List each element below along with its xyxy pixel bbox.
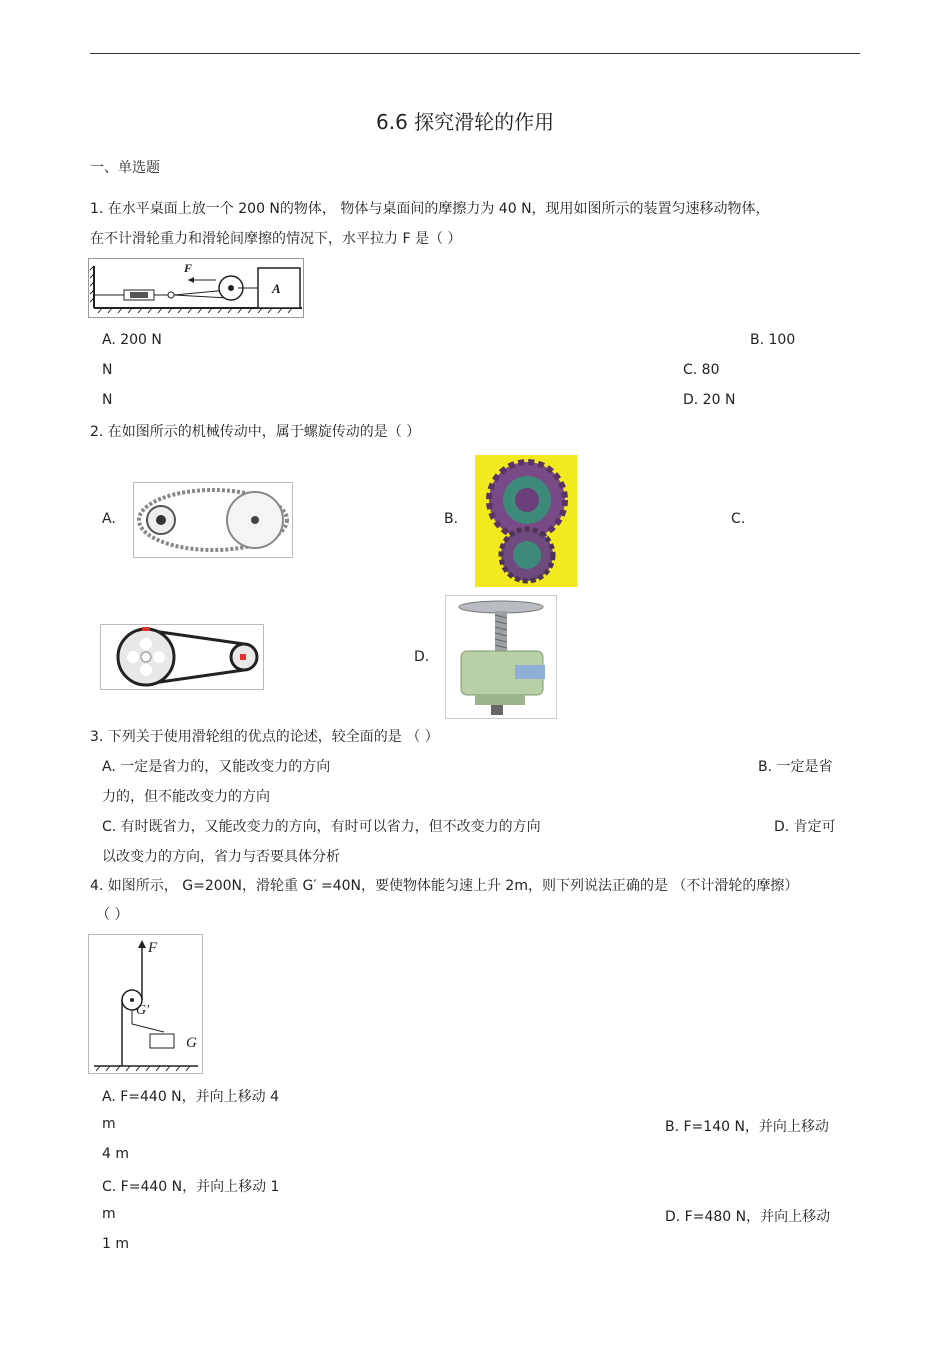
q2-label-b: B.	[444, 511, 459, 527]
q4-fig-label-f: F	[148, 940, 158, 956]
q2-label-a: A.	[102, 511, 116, 527]
q4-option-d: D. F=480 N，并向上移动	[665, 1209, 831, 1225]
q1-stem-line2: 在不计滑轮重力和滑轮间摩擦的情况下，水平拉力 F 是（ ）	[90, 231, 462, 247]
q2-label-d: D.	[414, 649, 430, 665]
q1-figure	[88, 258, 304, 318]
q2-label-c: C.	[731, 511, 746, 527]
q4-option-c: C. F=440 N，并向上移动 1	[102, 1179, 280, 1195]
q3-option-c: C. 有时既省力，又能改变力的方向，有时可以省力，但不改变力的方向	[102, 819, 541, 835]
q1-stem-line1: 1. 在水平桌面上放一个 200 N的物体， 物体与桌面间的摩擦力为 40 N，现用如图所示的装置匀速移动物体，	[90, 201, 770, 217]
q4-figure	[88, 934, 203, 1074]
q1-option-b: B. 100	[750, 332, 796, 348]
q1-fig-label-A: A	[272, 281, 281, 296]
q4-option-a: A. F=440 N，并向上移动 4	[102, 1089, 280, 1105]
q2-image-belt-drive	[100, 624, 264, 690]
q2-image-gears	[475, 455, 577, 587]
header-rule	[90, 53, 860, 54]
q4-fig-label-gprime: G′	[136, 1003, 150, 1018]
q1-option-b-unit: N	[102, 362, 113, 378]
q4-option-b: B. F=140 N，并向上移动	[665, 1119, 829, 1135]
section-heading: 一、单选题	[90, 160, 160, 176]
q3-option-b: B. 一定是省	[758, 759, 833, 775]
q4-option-a-unit: m	[102, 1116, 116, 1132]
q2-image-chain-drive	[133, 482, 293, 558]
q4-option-d-unit: 1 m	[102, 1236, 129, 1252]
q1-option-c-unit: N	[102, 392, 113, 408]
q4-option-b-unit: 4 m	[102, 1146, 129, 1162]
q1-option-a: A. 200 N	[102, 332, 162, 348]
q2-stem: 2. 在如图所示的机械传动中，属于螺旋传动的是（ ）	[90, 424, 421, 440]
q3-stem: 3. 下列关于使用滑轮组的优点的论述，较全面的是 （ ）	[90, 729, 439, 745]
q3-option-b-cont: 力的，但不能改变力的方向	[102, 789, 270, 805]
q3-option-a: A. 一定是省力的，又能改变力的方向	[102, 759, 331, 775]
page-title: 6.6 探究滑轮的作用	[376, 110, 555, 134]
q1-option-d: D. 20 N	[683, 392, 736, 408]
q3-option-d: D. 肯定可	[774, 819, 836, 835]
q4-option-c-unit: m	[102, 1206, 116, 1222]
q1-fig-label-F: F	[184, 261, 193, 275]
q2-image-screw-jack	[445, 595, 557, 719]
q4-stem-line2: （ ）	[96, 907, 129, 923]
q4-stem-line1: 4. 如图所示， G=200N，滑轮重 G′ =40N，要使物体能匀速上升 2m，则下列说法正确的是 （不计滑轮的摩擦）	[90, 878, 799, 894]
q4-fig-label-g: G	[186, 1035, 197, 1051]
q1-option-c: C. 80	[683, 362, 720, 378]
q3-option-d-cont: 以改变力的方向，省力与否要具体分析	[102, 849, 340, 865]
